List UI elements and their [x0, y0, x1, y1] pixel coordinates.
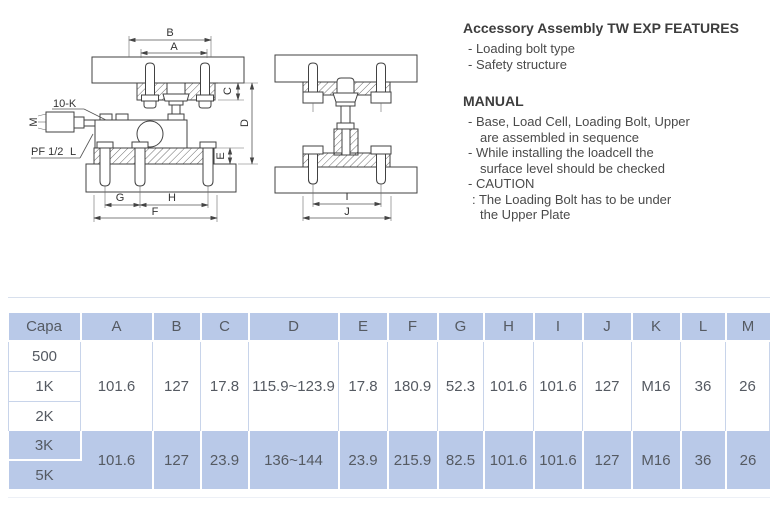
dim-label-h: H — [168, 192, 176, 204]
capacity-cell: 1K — [9, 371, 81, 401]
manual-line: - Base, Load Cell, Loading Bolt, Upper — [468, 114, 690, 129]
header-cell: D — [249, 313, 339, 341]
dim-label-i: I — [345, 191, 349, 203]
value-cell: 101.6 — [81, 431, 153, 489]
value-cell: 127 — [153, 341, 201, 431]
top-divider — [8, 297, 770, 298]
manual-line: the Upper Plate — [480, 207, 571, 222]
cable-gland — [46, 112, 74, 132]
value-cell: 23.9 — [339, 431, 388, 489]
value-cell: 101.6 — [534, 431, 583, 489]
header-cell: Capa — [9, 313, 81, 341]
manual-line: - While installing the loadcell the — [468, 145, 654, 160]
value-cell: 127 — [583, 341, 632, 431]
header-cell: I — [534, 313, 583, 341]
thread-label: PF 1/2 — [31, 146, 64, 158]
manual-line: - CAUTION — [468, 176, 535, 191]
side-view — [275, 55, 417, 221]
header-cell: F — [388, 313, 438, 341]
assembly-drawing — [0, 0, 460, 240]
header-row — [9, 313, 770, 341]
loading-bolt-front — [163, 83, 189, 120]
base-plate-hatch — [94, 148, 214, 164]
header-cell: L — [681, 313, 726, 341]
capacity-cell: 3K — [9, 431, 81, 460]
loadcell-lug — [100, 114, 112, 120]
bottom-divider — [8, 497, 770, 498]
dim-label-e: E — [215, 152, 227, 160]
header-cell: C — [201, 313, 249, 341]
manual-line: : The Loading Bolt has to be under — [472, 191, 672, 207]
dim-label-g: G — [115, 192, 125, 204]
manual-line: surface level should be checked — [480, 160, 666, 176]
value-cell: 101.6 — [484, 341, 534, 431]
dim-label-f: F — [151, 206, 159, 218]
dim-label-a: A — [170, 41, 178, 53]
header-cell: H — [484, 313, 534, 341]
dim-label-c: C — [222, 87, 234, 95]
dim-label-l: L — [70, 146, 77, 158]
spec-table — [8, 313, 770, 489]
front-view — [28, 27, 258, 222]
dim-label-b: B — [166, 27, 174, 39]
value-cell: 82.5 — [438, 431, 484, 489]
value-cell: 101.6 — [484, 431, 534, 489]
value-cell: M16 — [632, 341, 681, 431]
value-cell: 23.9 — [201, 431, 249, 489]
header-cell: E — [339, 313, 388, 341]
features-title: Accessory Assembly TW EXP FEATURES — [463, 20, 739, 36]
value-cell: 26 — [726, 431, 770, 489]
capacity-cell: 2K — [9, 401, 81, 431]
table-row — [9, 341, 770, 371]
value-cell: M16 — [632, 431, 681, 489]
capacity-cell: 500 — [9, 341, 81, 371]
table-row — [9, 431, 770, 460]
feature-item: - Safety structure — [468, 56, 567, 72]
loadcell-lug — [116, 114, 128, 120]
header-cell: M — [726, 313, 770, 341]
header-cell: B — [153, 313, 201, 341]
cable-gland-stub — [84, 120, 95, 126]
value-cell: 136~144 — [249, 431, 339, 489]
feature-item: - Loading bolt type — [468, 41, 575, 56]
dim-label-d: D — [239, 119, 251, 127]
value-cell: 36 — [681, 341, 726, 431]
value-cell: 215.9 — [388, 431, 438, 489]
value-cell: 17.8 — [339, 341, 388, 431]
capacity-cell: 5K — [9, 460, 81, 489]
manual-title: MANUAL — [463, 93, 524, 109]
header-cell: J — [583, 313, 632, 341]
info-panel — [463, 20, 773, 223]
value-cell: 127 — [583, 431, 632, 489]
header-cell: G — [438, 313, 484, 341]
value-cell: 36 — [681, 431, 726, 489]
value-cell: 180.9 — [388, 341, 438, 431]
header-cell: K — [632, 313, 681, 341]
value-cell: 101.6 — [81, 341, 153, 431]
value-cell: 26 — [726, 341, 770, 431]
manual-line: are assembled in sequence — [480, 129, 639, 145]
value-cell: 52.3 — [438, 341, 484, 431]
value-cell: 17.8 — [201, 341, 249, 431]
dim-label-j: J — [344, 206, 350, 218]
upper-plate — [92, 57, 244, 83]
cable-gland-tip — [74, 117, 84, 128]
dim-label-m: M — [28, 117, 40, 127]
loading-bolt-side — [333, 78, 358, 155]
holes-label: 10-K — [53, 98, 77, 110]
value-cell: 101.6 — [534, 341, 583, 431]
value-cell: 127 — [153, 431, 201, 489]
header-cell: A — [81, 313, 153, 341]
bottom-plate-side — [275, 167, 417, 193]
value-cell: 115.9~123.9 — [249, 341, 339, 431]
